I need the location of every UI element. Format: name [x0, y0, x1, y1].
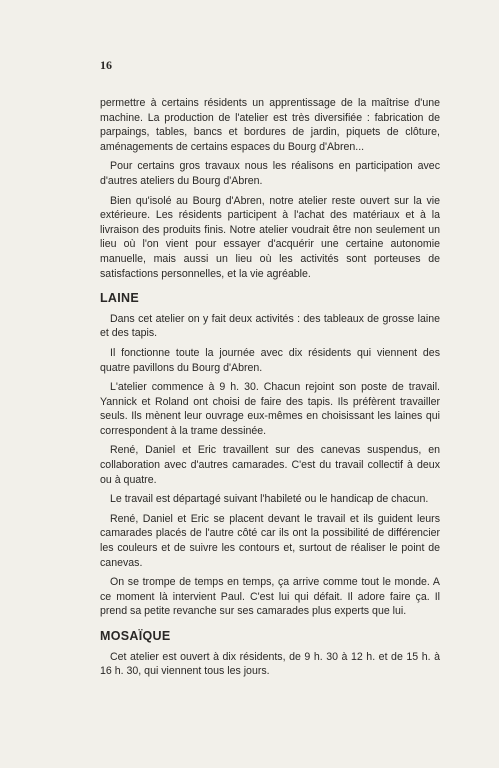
paragraph: Le travail est départagé suivant l'habileté ou le handicap de chacun. [110, 493, 429, 506]
paragraph: On se trompe de temps en temps, ça arrive comme tout le monde. A ce moment là intervient Paul. C'est lui qui défait. Il adore faire ça. Il prend sa petite revanche sur ses camarades plus experts que lui. [100, 576, 440, 618]
section-heading-mosaique: MOSAÏQUE [100, 629, 171, 643]
paragraph: Il fonctionne toute la journée avec dix résidents qui viennent des quatre pavillons du Bourg d'Abren. [100, 346, 440, 374]
paragraph: Cet atelier est ouvert à dix résidents, de 9 h. 30 à 12 h. et de 15 h. à 16 h. 30, qui viennent tous les jours. [100, 650, 440, 678]
section-heading-laine: LAINE [100, 291, 139, 306]
paragraph: René, Daniel et Eric se placent devant le travail et ils guident leurs camarades placés de l'autre côté car ils ont la possibilité de différencier les couleurs et de suivre les contours et, surtout de réaliser le point de canevas. [100, 512, 440, 569]
page-number: 16 [100, 58, 112, 72]
paragraph: permettre à certains résidents un apprentissage de la maîtrise d'une machine. La production de l'atelier est très diversifiée : fabrication de parpaings, tables, bancs et bordures de jardin, piquets de clôture, aménagements de certains espaces du Bourg d'Abren... [100, 97, 440, 153]
paragraph: Pour certains gros travaux nous les réalisons en participation avec d'autres ateliers du Bourg d'Abren. [100, 160, 440, 187]
paragraph: René, Daniel et Eric travaillent sur des canevas suspendus, en collaboration avec d'autres camarades. C'est du travail collectif à deux ou à quatre. [100, 444, 440, 486]
paragraph: Bien qu'isolé au Bourg d'Abren, notre atelier reste ouvert sur la vie extérieure. Les résidents participent à l'achat des matériaux et à la livraison des produits finis. Notre atelier voudrait être non seulement un lieu où l'on vient pour essayer d'acquérir une certaine autonomie manuelle, mais aussi un lieu où les activités sont porteuses de satisfactions personnelles, et la vie agréable. [100, 194, 440, 280]
page-body [100, 96, 440, 684]
paragraph: L'atelier commence à 9 h. 30. Chacun rejoint son poste de travail. Yannick et Roland ont choisi de faire des tapis. Ils préfèrent travailler seuls. Ils mènent leur ouvrage eux-mêmes en choisissant les laines qui correspondent à la trame dessinée. [100, 381, 440, 437]
paragraph: Dans cet atelier on y fait deux activités : des tableaux de grosse laine et des tapis. [100, 312, 440, 340]
